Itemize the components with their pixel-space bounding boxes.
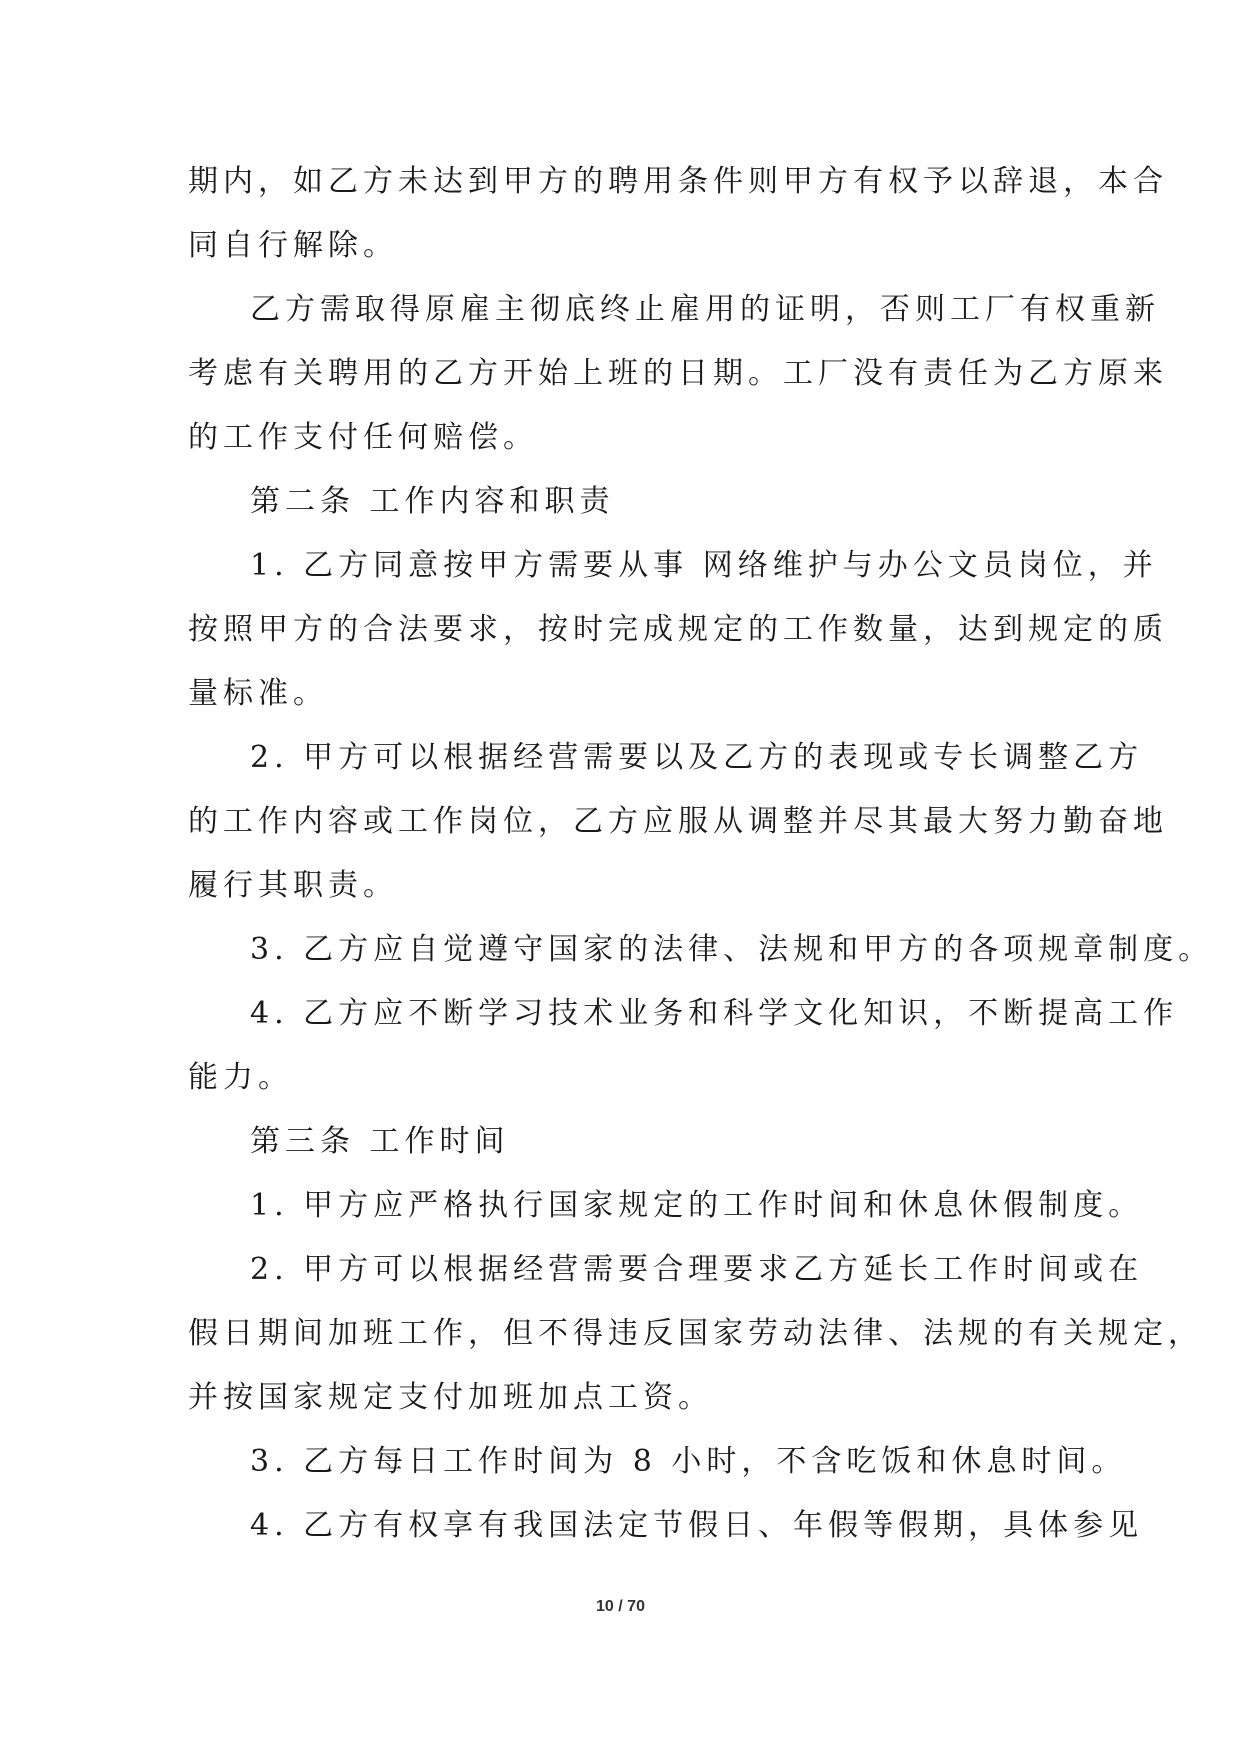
text-line: 1. 乙方同意按甲方需要从事 网络维护与办公文员岗位，并	[250, 548, 1158, 583]
text-line: 2. 甲方可以根据经营需要合理要求乙方延长工作时间或在	[250, 1252, 1144, 1287]
text-line: 4. 乙方应不断学习技术业务和科学文化知识，不断提高工作	[250, 996, 1179, 1031]
text-line: 按照甲方的合法要求，按时完成规定的工作数量，达到规定的质	[188, 612, 1168, 647]
text-line: 1. 甲方应严格执行国家规定的工作时间和休息休假制度。	[250, 1188, 1144, 1223]
text-line: 考虑有关聘用的乙方开始上班的日期。工厂没有责任为乙方原来	[188, 356, 1168, 391]
text-line: 的工作支付任何赔偿。	[188, 420, 538, 455]
text-line: 并按国家规定支付加班加点工资。	[188, 1380, 713, 1415]
text-line: 3. 乙方应自觉遵守国家的法律、法规和甲方的各项规章制度。	[250, 932, 1214, 967]
text-line: 2. 甲方可以根据经营需要以及乙方的表现或专长调整乙方	[250, 740, 1144, 775]
text-line: 3. 乙方每日工作时间为 8 小时，不含吃饭和休息时间。	[250, 1444, 1127, 1479]
text-line: 假日期间加班工作，但不得违反国家劳动法律、法规的有关规定，	[188, 1316, 1203, 1351]
page-number: 10 / 70	[596, 1598, 645, 1615]
text-line: 同自行解除。	[188, 228, 398, 263]
text-line: 量标准。	[188, 676, 328, 711]
text-line: 的工作内容或工作岗位，乙方应服从调整并尽其最大努力勤奋地	[188, 804, 1168, 839]
text-line: 期内，如乙方未达到甲方的聘用条件则甲方有权予以辞退，本合	[188, 164, 1168, 199]
text-line: 履行其职责。	[188, 868, 398, 903]
text-line: 乙方需取得原雇主彻底终止雇用的证明，否则工厂有权重新	[250, 292, 1160, 327]
section-heading: 第三条 工作时间	[250, 1124, 510, 1159]
text-line: 能力。	[188, 1060, 293, 1095]
text-line: 4. 乙方有权享有我国法定节假日、年假等假期，具体参见	[250, 1508, 1144, 1543]
section-heading: 第二条 工作内容和职责	[250, 484, 615, 519]
document-body	[188, 160, 1214, 1568]
